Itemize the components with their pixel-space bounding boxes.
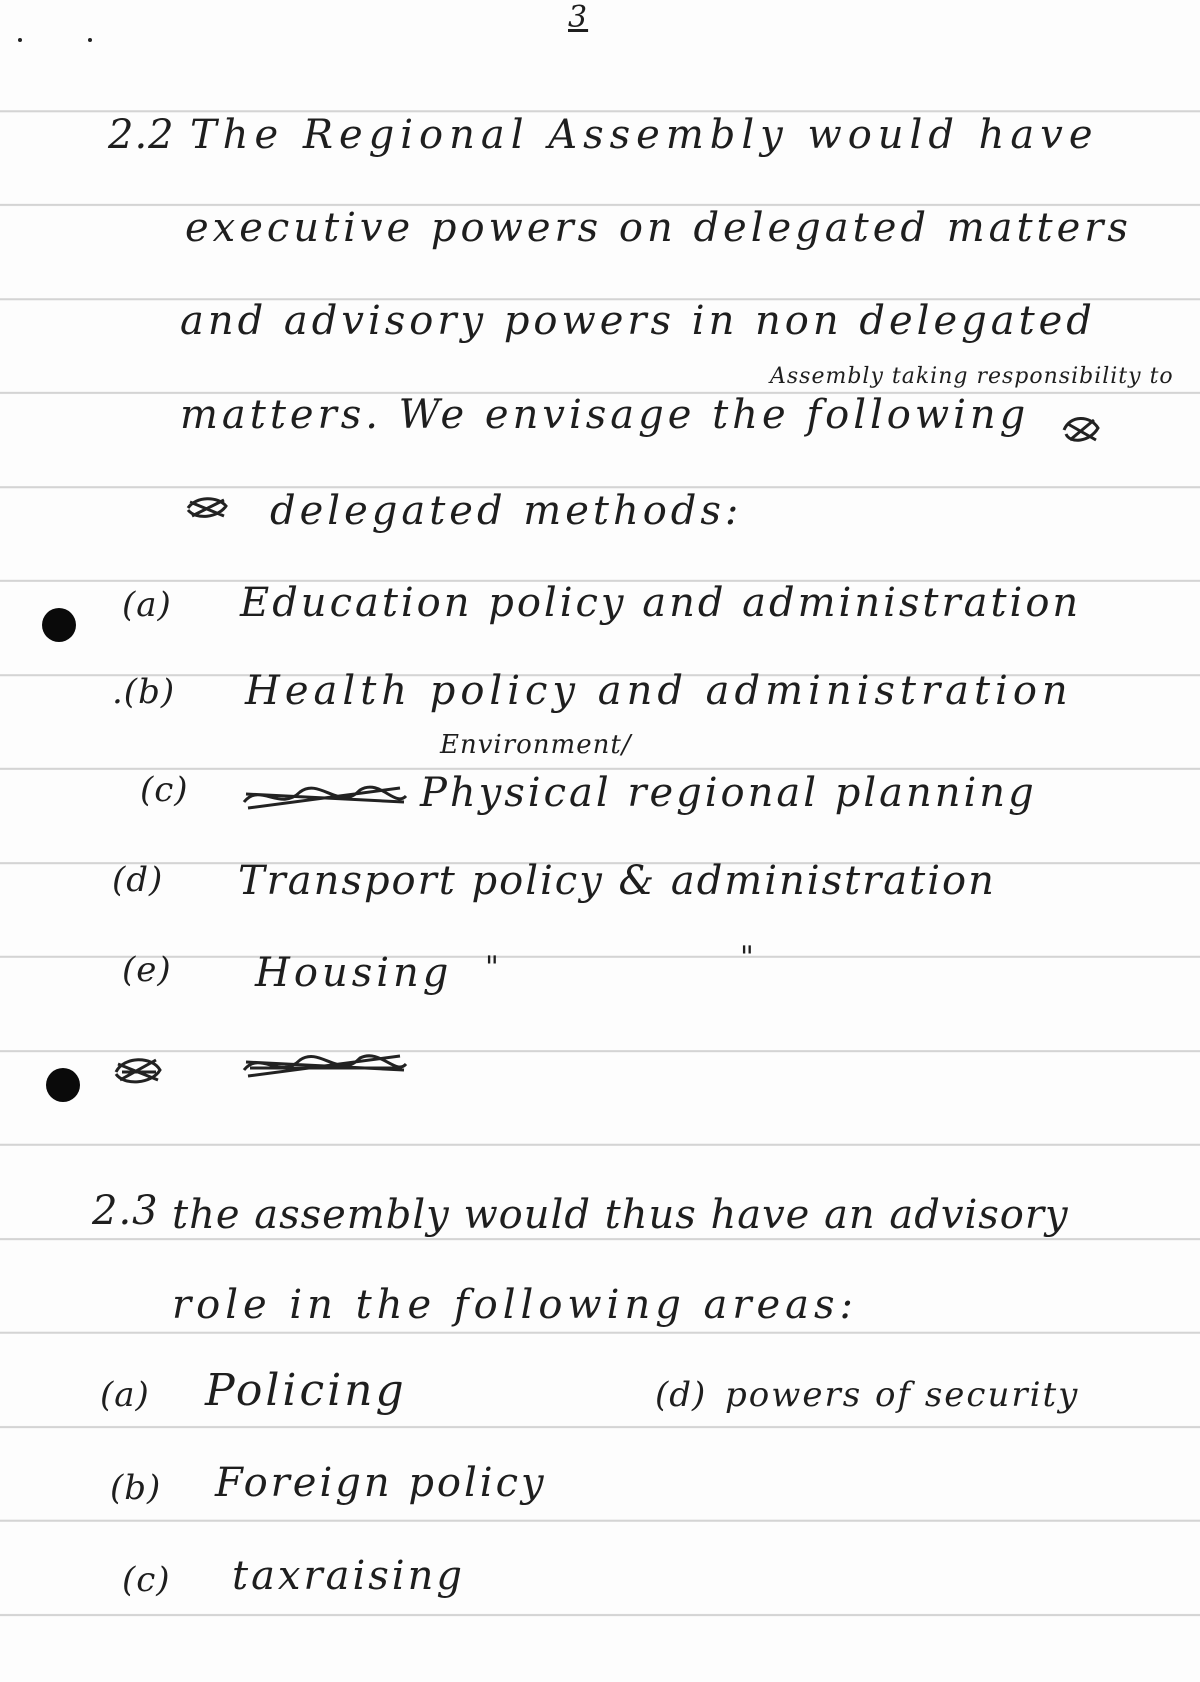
page-number: 3	[568, 0, 589, 35]
crossed-out-word	[240, 772, 410, 820]
section-2-3-number: 2.3	[92, 1188, 159, 1234]
advisory-d-text: powers of security	[725, 1375, 1080, 1415]
item-c-label: (c)	[140, 770, 189, 810]
item-b-text: Health policy and administration	[245, 668, 1073, 714]
advisory-d-label: (d)	[655, 1375, 707, 1415]
crossed-out-label	[112, 1050, 164, 1090]
margin-dot	[18, 38, 22, 42]
section-2-3-line-2: role in the following areas:	[172, 1282, 859, 1328]
section-2-2-number: 2.2	[108, 112, 175, 158]
crossed-out-mark	[184, 492, 230, 522]
section-2-2-line-3: and advisory powers in non delegated	[180, 298, 1096, 344]
item-d-label: (d)	[112, 860, 164, 900]
advisory-a-text: Policing	[205, 1365, 407, 1416]
section-2-2-line-4: matters. We envisage the following	[180, 392, 1030, 438]
advisory-c-text: taxraising	[232, 1553, 465, 1599]
item-e-label: (e)	[122, 950, 172, 990]
margin-bullet	[42, 608, 76, 642]
margin-bullet	[46, 1068, 80, 1102]
item-e-ditto: "	[485, 950, 500, 985]
item-a-text: Education policy and administration	[240, 580, 1082, 626]
section-2-2-insertion: Assembly taking responsibility to	[770, 364, 1174, 389]
advisory-b-label: (b)	[110, 1468, 162, 1508]
crossed-out-mark	[1060, 410, 1104, 450]
item-b-label: .(b)	[112, 672, 176, 712]
section-2-3-line-1: the assembly would thus have an advisory	[172, 1192, 1069, 1238]
item-c-text: Physical regional planning	[420, 770, 1037, 816]
item-c-insertion: Environment/	[440, 730, 632, 760]
item-e-text: Housing	[255, 950, 453, 996]
section-2-2-line-2: executive powers on delegated matters	[185, 205, 1132, 251]
advisory-b-text: Foreign policy	[215, 1460, 547, 1506]
advisory-c-label: (c)	[122, 1560, 171, 1600]
section-2-2-line-5: delegated methods:	[270, 488, 743, 534]
margin-dot	[88, 38, 92, 42]
advisory-a-label: (a)	[100, 1375, 150, 1415]
item-e-ditto-2: "	[740, 940, 755, 975]
item-a-label: (a)	[122, 585, 172, 625]
section-2-2-line-1: The Regional Assembly would have	[190, 112, 1099, 158]
crossed-out-word	[240, 1042, 410, 1086]
item-d-text: Transport policy & administration	[238, 858, 996, 904]
